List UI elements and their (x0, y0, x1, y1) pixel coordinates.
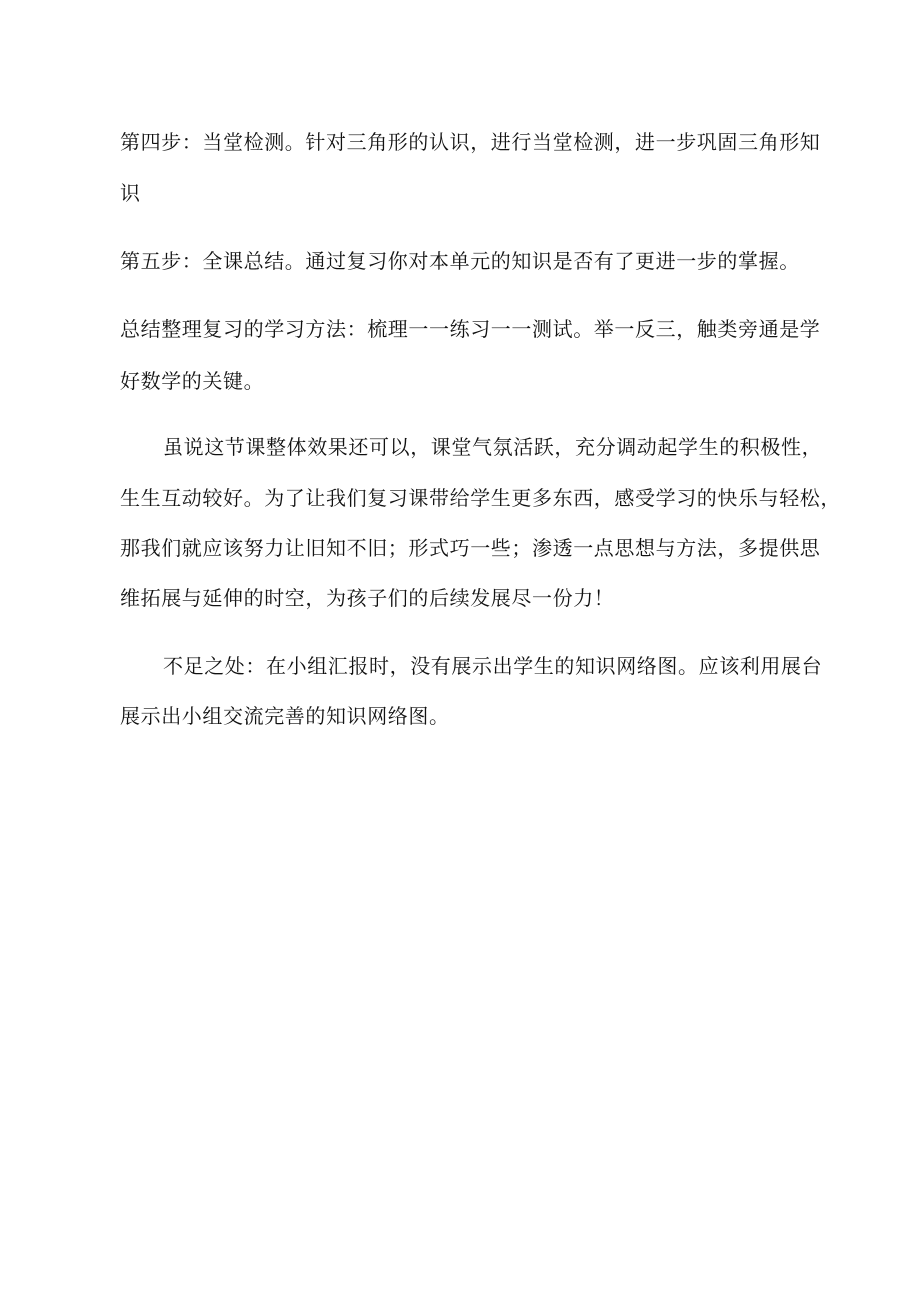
text-line: 好数学的关键。 (120, 369, 265, 393)
text-line: 识 (120, 181, 141, 205)
text-line: 生生互动较好。为了让我们复习课带给学生更多东西，感受学习的快乐与轻松， (120, 486, 841, 510)
text-line: 第五步：全课总结。通过复习你对本单元的知识是否有了更进一步的掌握。 (120, 249, 800, 273)
text-line: 维拓展与延伸的时空，为孩子们的后续发展尽一份力！ (120, 586, 615, 610)
text-line: 展示出小组交流完善的知识网络图。 (120, 704, 450, 728)
text-line: 不足之处：在小组汇报时，没有展示出学生的知识网络图。应该利用展台 (163, 654, 823, 678)
text-line: 那我们就应该努力让旧知不旧；形式巧一些；渗透一点思想与方法，多提供思 (120, 536, 821, 560)
text-line: 第四步：当堂检测。针对三角形的认识，进行当堂检测，进一步巩固三角形知 (120, 130, 821, 154)
text-line: 虽说这节课整体效果还可以，课堂气氛活跃，充分调动起学生的积极性， (163, 435, 823, 459)
text-line: 总结整理复习的学习方法：梳理一一练习一一测试。举一反三，触类旁通是学 (120, 317, 821, 341)
